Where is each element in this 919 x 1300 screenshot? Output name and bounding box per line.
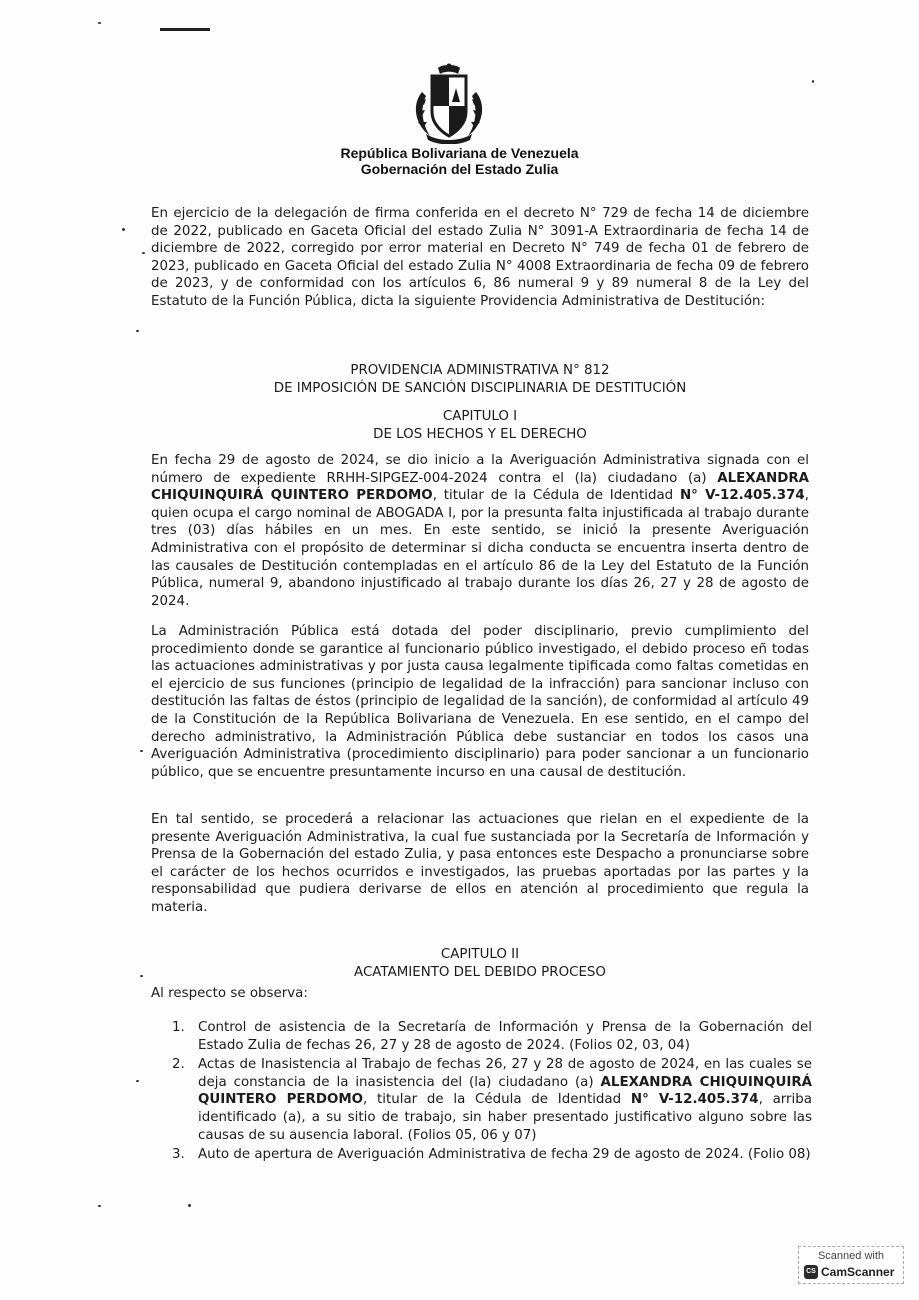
- scan-speck: [140, 975, 143, 977]
- list-item-text-part1: Actas de Inasistencia al Trabajo de fechas 26, 27 y 28 de agosto de 2024, en las cuales se deja constancia de la inasistencia del (la) ciudadano (a): [198, 1057, 812, 1090]
- list-item-text: Auto de apertura de Averiguación Administrativa de fecha 29 de agosto de 2024. (Folio 08): [198, 1147, 811, 1163]
- list-employee-id: N° V-12.405.374: [630, 1092, 759, 1108]
- paragraph-facts-part2: , titular de la Cédula de Identidad: [432, 488, 680, 504]
- camscanner-name: CamScanner: [821, 1265, 895, 1279]
- intro-paragraph: En ejercicio de la delegación de firma conferida en el decreto N° 729 de fecha 14 de diciembre de 2022, publicado en Gaceta Oficial del estado Zulia N° 3091-A Extraordinaria de fecha 14 de diciembre de 2022, corregido por error material en Decreto N° 749 de fecha 01 de febrero de 2023, publicado en Gaceta Oficial del estado Zulia N° 4008 Extraordinaria de fecha 09 de febrero de 2023, y de conformidad con los artículos 6, 86 numeral 9 y 89 numeral 8 de la Ley del Estatuto de la Función Pública, dicta la siguiente Providencia Administrativa de Destitución:: [151, 206, 809, 309]
- scan-speck: [98, 1205, 101, 1207]
- scan-speck: [188, 1204, 191, 1207]
- scan-speck: [136, 1080, 139, 1082]
- list-item: [172, 1056, 812, 1144]
- paragraph-facts: [151, 452, 809, 610]
- paragraph-facts-part1: En fecha 29 de agosto de 2024, se dio inicio a la Averiguación Administrativa signada con el número de expediente RRHH-SIPGEZ-004-2024 contra el (la) ciudadano (a): [151, 453, 809, 486]
- observe-intro: Al respecto se observa:: [151, 986, 308, 1001]
- chapter-2-title: [151, 946, 809, 982]
- list-item-number: 3.: [172, 1147, 185, 1163]
- employee-position: ABOGADA I: [376, 505, 453, 521]
- paragraph-facts-part4: , por la presunta falta injustificada al trabajo durante tres (03) días hábiles en un mes. En este sentido, se inició la presente Averiguación Administrativa con el propósito de determinar si dicha conducta se encuentra inserta dentro de las causales de Destitución contempladas en el artículo 86 de la Ley del Estatuto de la Función Pública, numeral 9, abandono injustificado al trabajo durante los días 26, 27 y 28 de agosto de 2024.: [151, 505, 809, 609]
- header-republic: República Bolivariana de Venezuela: [340, 145, 579, 161]
- top-rule-mark: [160, 28, 210, 31]
- camscanner-icon: CS: [804, 1265, 818, 1279]
- chapter-2-number: CAPITULO II: [440, 947, 520, 962]
- scan-speck: [122, 228, 125, 231]
- header-government: Gobernación del Estado Zulia: [360, 161, 559, 177]
- document-header: [0, 145, 919, 177]
- list-item-number: 2.: [172, 1057, 185, 1073]
- coat-of-arms-logo: [408, 62, 490, 144]
- list-employee-name: ALEXANDRA CHIQUINQUIRÁ QUINTERO PERDOMO: [198, 1074, 812, 1108]
- chapter-1-title: [151, 408, 809, 444]
- paragraph-facts-part3: , quien ocupa el cargo nominal de: [151, 488, 809, 521]
- list-item-text: Control de asistencia de la Secretaría de Información y Prensa de la Gobernación del Estado Zulia de fechas 26, 27 y 28 de agosto de 2024. (Folios 02, 03, 04): [198, 1020, 812, 1053]
- scan-speck: [98, 22, 101, 24]
- scan-speck: [812, 80, 814, 83]
- camscanner-badge: [798, 1246, 904, 1284]
- list-item: [172, 1146, 812, 1164]
- list-item-number: 1.: [172, 1020, 185, 1035]
- chapter-2-name: ACATAMIENTO DEL DEBIDO PROCESO: [354, 965, 606, 980]
- scan-speck: [142, 252, 145, 254]
- providencia-title-line2: DE IMPOSICIÓN DE SANCIÓN DISCIPLINARIA DE DESTITUCIÓN: [273, 381, 687, 396]
- evidence-list: [172, 1019, 812, 1166]
- list-item-text-part3: , arriba identificado (a), a su sitio de trabajo, sin haber presentado justificativo alguno sobre las causas de su ausencia laboral. (Folios 05, 06 y 07): [198, 1092, 812, 1143]
- list-item-text-part2: , titular de la Cédula de Identidad: [363, 1092, 631, 1108]
- scan-speck: [140, 750, 143, 752]
- paragraph-disciplinary-power: La Administración Pública está dotada del poder disciplinario, previo cumplimiento del procedimiento donde se garantice al funcionario público investigado, el debido proceso eñ todas las actuaciones administrativas y por justa causa legalmente tipificada como faltas cometidas en el ejercicio de sus funciones (principio de legalidad de la infracción) para sancionar incluso con destitución las faltas de éstos (principio de legalidad de la sanción), de conformidad al artículo 49 de la Constitución de la República Bolivariana de Venezuela. En ese sentido, en el campo del derecho administrativo, la Administración Pública debe sustanciar en todos los casos una Averiguación Administrativa (procedimiento disciplinario) para poder sancionar a un funcionario público, que se encuentre presuntamente incurso en una causal de destitución.: [151, 624, 809, 780]
- employee-name: ALEXANDRA CHIQUINQUIRÁ QUINTERO PERDOMO: [151, 470, 809, 504]
- list-item: [172, 1019, 812, 1054]
- chapter-1-name: DE LOS HECHOS Y EL DERECHO: [373, 427, 587, 442]
- paragraph-proceedings: En tal sentido, se procederá a relacionar las actuaciones que rielan en el expediente de la presente Averiguación Administrativa, la cual fue sustanciada por la Secretaría de Información y Prensa de la Gobernación del estado Zulia, y pasa entonces este Despacho a pronunciarse sobre el carácter de los hechos ocurridos e investigados, las pruebas aportadas por las partes y la responsabilidad que pudiera derivarse de ellos en atención al procedimiento que regula la materia.: [151, 812, 809, 915]
- camscanner-caption: Scanned with: [817, 1250, 885, 1262]
- employee-id: N° V-12.405.374: [679, 488, 805, 504]
- scan-speck: [136, 330, 139, 332]
- providencia-title: [151, 362, 809, 398]
- chapter-1-number: CAPITULO I: [442, 409, 518, 424]
- providencia-title-line1: PROVIDENCIA ADMINISTRATIVA N° 812: [350, 363, 610, 378]
